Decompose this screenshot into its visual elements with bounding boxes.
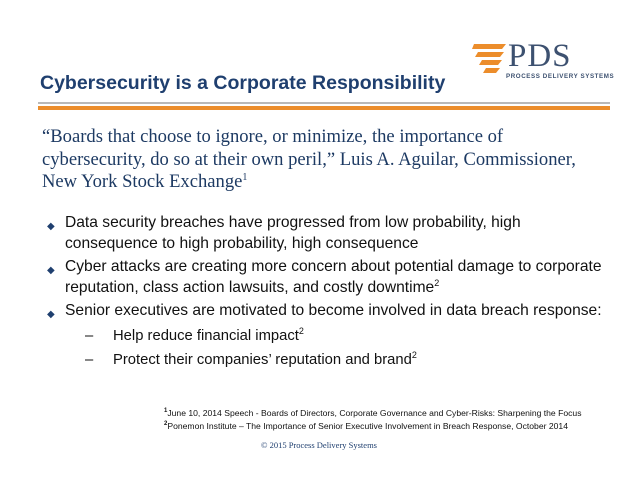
- diamond-bullet-icon: ◆: [47, 221, 55, 232]
- sub-bullet-item: [85, 350, 624, 370]
- dash-marker: –: [85, 327, 94, 344]
- diamond-bullet-icon: ◆: [47, 265, 55, 276]
- bullet-item: [44, 213, 604, 254]
- footnote-text: June 10, 2014 Speech - Boards of Directors, Corporate Governance and Cyber-Risks: Sharpening the Focus: [167, 408, 582, 418]
- sub-bullet-item: [85, 326, 624, 346]
- sub-bullet-list: [65, 326, 604, 370]
- footnote: [164, 407, 582, 420]
- bullet-text: Cyber attacks are creating more concern about potential damage to corporate reputation, class action lawsuits, and costly downtime: [65, 258, 602, 296]
- sub-bullet-text: Help reduce financial impact: [113, 327, 299, 344]
- sub-bullet-footnote-ref: 2: [411, 349, 417, 360]
- copyright-notice: © 2015 Process Delivery Systems: [260, 440, 377, 450]
- quote-footnote-ref: 1: [242, 171, 248, 183]
- diamond-bullet-icon: ◆: [47, 309, 55, 320]
- title-divider-orange: [38, 106, 610, 110]
- footnote: [164, 420, 582, 433]
- dash-marker: –: [85, 351, 94, 368]
- bullet-text: Senior executives are motivated to become involved in data breach response:: [65, 302, 602, 319]
- bullet-item: [44, 301, 604, 370]
- bullet-text: Data security breaches have progressed from low probability, high consequence to high probability, high consequence: [65, 214, 521, 252]
- logo-subtitle: PROCESS DELIVERY SYSTEMS: [506, 73, 615, 80]
- quote-text: “Boards that choose to ignore, or minimize, the importance of cybersecurity, do so at their own peril,” Luis A. Aguilar, Commissioner, New York Stock Exchange: [42, 126, 576, 192]
- page-title: Cybersecurity is a Corporate Responsibility: [40, 72, 446, 94]
- title-divider-gray: [38, 102, 610, 104]
- footnote-number: 2: [164, 421, 168, 428]
- sub-bullet-footnote-ref: 2: [298, 325, 304, 336]
- bullet-footnote-ref: 2: [434, 277, 440, 288]
- quote-block: [42, 126, 602, 194]
- footnote-number: 1: [164, 408, 168, 415]
- footnotes: [164, 407, 582, 433]
- logo-wordmark: PDS: [508, 38, 572, 74]
- sub-bullet-text: Protect their companies’ reputation and brand: [113, 351, 412, 368]
- bullet-item: [44, 257, 604, 298]
- bullet-list: [44, 213, 604, 374]
- footnote-text: Ponemon Institute – The Importance of Senior Executive Involvement in Breach Response, October 2014: [167, 421, 568, 431]
